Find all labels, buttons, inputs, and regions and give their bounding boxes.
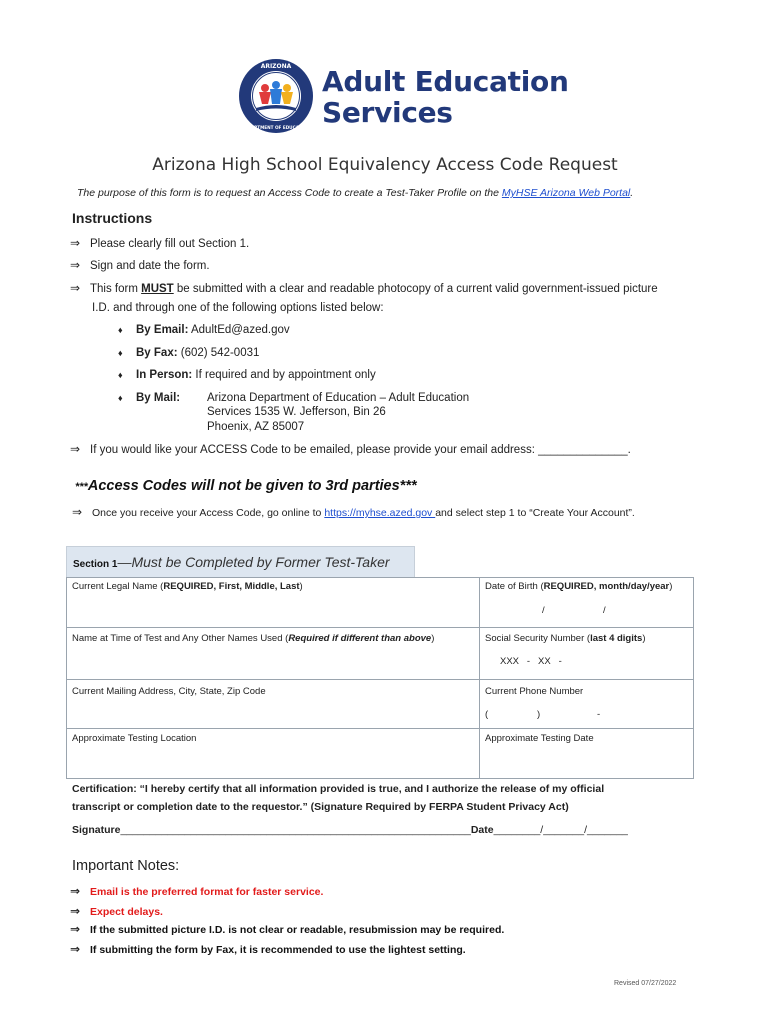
arrow-icon: ⇒: [70, 884, 81, 898]
dob-label: Date of Birth (: [485, 581, 544, 592]
note-item-4: [70, 942, 466, 956]
instruction-item-3: [70, 281, 658, 295]
purpose-statement: [77, 187, 633, 199]
legal-name-required: REQUIRED, First, Middle, Last: [163, 581, 300, 592]
section-1-header: [66, 546, 415, 578]
mailing-address-field[interactable]: Current Mailing Address, City, State, Zip Code: [72, 686, 266, 697]
name-at-test-field[interactable]: [72, 633, 434, 644]
seal-bottom-text: DEPARTMENT OF EDUCATION: [241, 125, 311, 130]
name-at-test-close: ): [431, 633, 435, 644]
dob-separator-2: /: [603, 605, 606, 616]
certification-line-1: Certification: “I hereby certify that all information provided is true, and I authorize the release of my official: [72, 783, 605, 795]
diamond-bullet-icon: ♦: [118, 348, 123, 358]
section-subtitle: —Must be Completed by Former Test-Taker: [117, 554, 390, 570]
date-field[interactable]: ________/_______/_______: [493, 824, 628, 836]
option-label: By Fax:: [136, 347, 178, 359]
arrow-icon: ⇒: [70, 281, 81, 295]
instruction-text: If you would like your ACCESS Code to be emailed, please provide your email address: ______________.: [90, 444, 631, 456]
ssn-required: last 4 digits: [590, 633, 643, 644]
option-label: In Person:: [136, 369, 193, 381]
dob-required: REQUIRED, month/day/year: [543, 581, 670, 592]
arrow-icon: ⇒: [70, 258, 81, 272]
seal-top-text: ARIZONA: [260, 63, 292, 70]
option-label: By Email:: [136, 324, 189, 336]
arrow-icon: ⇒: [70, 442, 81, 456]
note-item-1: [70, 884, 323, 898]
arrow-icon: ⇒: [70, 904, 81, 918]
row-divider: [67, 728, 693, 729]
ssn-close: ): [642, 633, 646, 644]
instructions-heading: Instructions: [72, 210, 153, 226]
phone-dash: -: [597, 709, 601, 720]
date-label: Date: [470, 824, 494, 836]
note-item-3: [70, 922, 504, 936]
arrow-icon: ⇒: [70, 922, 81, 936]
diamond-bullet-icon: ♦: [118, 325, 123, 335]
testing-location-field[interactable]: Approximate Testing Location: [72, 733, 197, 744]
online-text: Once you receive your Access Code, go online to: [92, 507, 325, 519]
online-instruction: [72, 505, 635, 519]
legal-name-field[interactable]: [72, 581, 303, 592]
dob-separator-1: /: [542, 605, 545, 616]
signature-line: [72, 824, 628, 836]
arizona-education-seal-logo: [238, 58, 314, 134]
option-in-person: [118, 369, 376, 381]
must-emphasis: MUST: [141, 283, 174, 295]
instruction-text: This form: [90, 283, 142, 295]
section-1-form-table: [66, 577, 694, 779]
option-value: (602) 542-0031: [177, 347, 260, 359]
brand-line-1: Adult Education: [322, 65, 569, 98]
purpose-text: The purpose of this form is to request an Access Code to create a Test-Taker Profile on the: [77, 187, 502, 199]
note-text: If submitting the form by Fax, it is recommended to use the lightest setting.: [90, 944, 466, 956]
note-text: Expect delays.: [90, 906, 163, 918]
section-label: Section 1: [73, 559, 118, 570]
option-fax: [118, 347, 259, 359]
name-at-test-label: Name at Time of Test and Any Other Names Used (: [72, 633, 289, 644]
note-text: If the submitted picture I.D. is not clear or readable, resubmission may be required.: [90, 924, 505, 936]
option-email: [118, 324, 290, 336]
option-mail: [118, 392, 180, 404]
revision-date: Revised 07/27/2022: [614, 980, 677, 987]
instruction-text: Sign and date the form.: [90, 260, 210, 272]
arrow-icon: ⇒: [70, 942, 81, 956]
signature-field[interactable]: ____________________________________________________________: [120, 824, 471, 836]
warning-text: Access Codes will not be given to 3rd parties***: [87, 478, 417, 494]
instruction-text: Please clearly fill out Section 1.: [90, 238, 250, 250]
ssn-label: Social Security Number (: [485, 633, 591, 644]
option-label: By Mail:: [136, 392, 181, 404]
row-divider: [67, 627, 693, 628]
myhse-portal-link[interactable]: MyHSE Arizona Web Portal: [501, 187, 631, 199]
instruction-text: be submitted with a clear and readable photocopy of a current valid government-issued picture: [173, 283, 658, 295]
name-at-test-required: Required if different than above: [288, 633, 432, 644]
note-item-2: [70, 904, 163, 918]
online-text-after: and select step 1 to “Create Your Account”.: [435, 507, 635, 519]
ssn-field[interactable]: [485, 633, 646, 644]
instruction-item-2: [70, 258, 210, 272]
diamond-bullet-icon: ♦: [118, 370, 123, 380]
signature-label: Signature: [72, 824, 121, 836]
arrow-icon: ⇒: [70, 236, 81, 250]
dob-close: ): [669, 581, 673, 592]
mail-address-line-1: Arizona Department of Education – Adult Education: [207, 392, 470, 404]
row-divider: [67, 679, 693, 680]
legal-name-close: ): [299, 581, 303, 592]
phone-field[interactable]: Current Phone Number: [485, 686, 584, 697]
brand-line-2: Services: [322, 96, 453, 129]
page-title: Arizona High School Equivalency Access Code Request: [152, 155, 618, 175]
option-value: If required and by appointment only: [192, 369, 376, 381]
dob-field[interactable]: [485, 581, 672, 592]
diamond-bullet-icon: ♦: [118, 393, 123, 403]
mail-address-line-3: Phoenix, AZ 85007: [207, 421, 305, 433]
certification-line-2: transcript or completion date to the requestor.” (Signature Required by FERPA Student Privacy Act): [72, 801, 569, 813]
testing-date-field[interactable]: Approximate Testing Date: [485, 733, 594, 744]
arrow-icon: ⇒: [72, 505, 83, 519]
legal-name-label: Current Legal Name (: [72, 581, 164, 592]
important-notes-heading: Important Notes:: [72, 858, 180, 874]
phone-close-paren: ): [537, 709, 541, 720]
myhse-link[interactable]: https://myhse.azed.gov: [324, 507, 436, 519]
brand-name: [322, 66, 569, 128]
mail-address-line-2: Services 1535 W. Jefferson, Bin 26: [207, 406, 386, 418]
option-value: AdultEd@azed.gov: [188, 324, 290, 336]
purpose-after: .: [630, 187, 634, 199]
warning-prefix: ***: [75, 481, 88, 493]
ssn-pattern: XXX - XX -: [500, 656, 562, 667]
access-code-warning: [75, 478, 417, 494]
certification-statement: [72, 780, 604, 816]
instruction-item-email: [70, 442, 631, 456]
instruction-item-1: [70, 236, 249, 250]
phone-open-paren: (: [485, 709, 489, 720]
column-divider: [479, 578, 480, 778]
instruction-item-3-cont: I.D. and through one of the following options listed below:: [92, 302, 384, 314]
note-text: Email is the preferred format for faster service.: [90, 886, 324, 898]
